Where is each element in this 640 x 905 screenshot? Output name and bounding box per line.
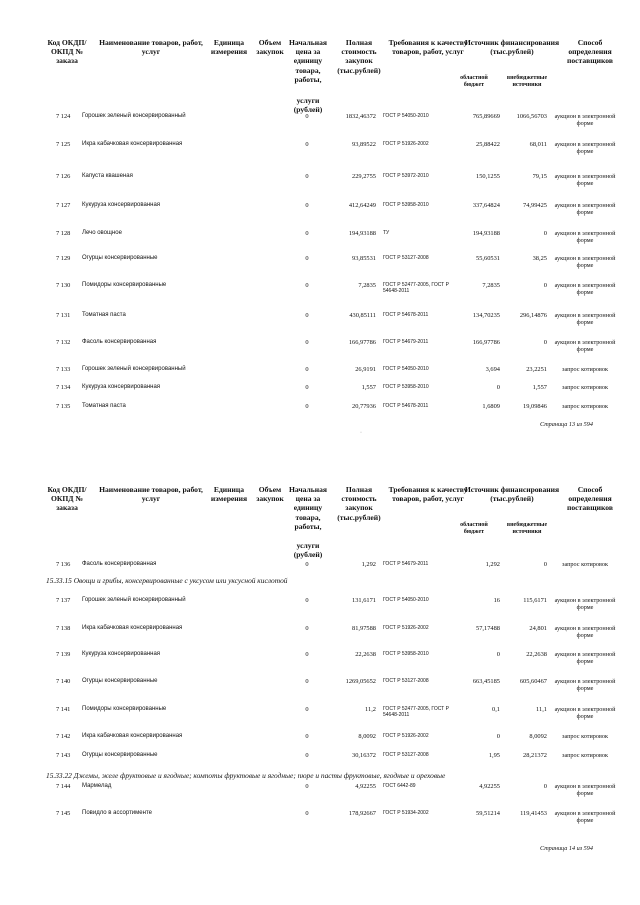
header-source-regional: областной бюджет [460, 522, 488, 535]
row-source-extra: 1066,56703 [516, 113, 547, 120]
header-name: Наименование товаров, работ, услуг [99, 38, 203, 57]
row-total-cost: 194,93188 [348, 230, 376, 237]
row-source-regional: 7,2835 [482, 282, 500, 289]
row-code: 7 130 [56, 282, 71, 289]
row-init-price: 0 [305, 733, 309, 740]
row-source-regional: 0 [496, 384, 500, 391]
row-name: Икра кабачковая консервированная [82, 733, 183, 739]
row-source-regional: 0 [496, 733, 500, 740]
row-code: 7 126 [56, 173, 71, 180]
header-total-cost: Полная стоимость закупок (тыс.рублей) [337, 38, 381, 75]
row-code: 7 139 [56, 651, 71, 658]
row-requirements: ГОСТ 6442-89 [383, 783, 416, 789]
row-method: аукцион в электронной форме [554, 678, 616, 693]
row-method: запрос котировок [562, 366, 608, 373]
row-code: 7 128 [56, 230, 71, 237]
row-init-price: 0 [305, 312, 309, 319]
row-total-cost: 11,2 [365, 706, 376, 713]
row-method: аукцион в электронной форме [554, 173, 616, 188]
row-source-extra: 296,14876 [519, 312, 547, 319]
row-source-extra: 8,0092 [529, 733, 547, 740]
row-requirements: ГОСТ Р 51926-2002 [383, 625, 429, 631]
row-source-extra: 0 [543, 561, 547, 568]
row-code: 7 145 [56, 810, 71, 817]
row-requirements: ГОСТ Р 52477-2005, ГОСТ Р 54648-2011 [383, 706, 449, 719]
row-source-regional: 25,88422 [476, 141, 500, 148]
row-method: запрос котировок [562, 752, 608, 759]
header-code: Код ОКДП/ ОКПД № заказа [47, 485, 87, 513]
row-code: 7 141 [56, 706, 71, 713]
row-total-cost: 131,6171 [352, 597, 376, 604]
row-source-regional: 166,97786 [472, 339, 500, 346]
row-code: 7 136 [56, 561, 71, 568]
row-init-price: 0 [305, 678, 309, 685]
row-source-extra: 28,21372 [523, 752, 547, 759]
row-name: Кукуруза консервированная [82, 651, 161, 657]
row-method: запрос котировок [562, 561, 608, 568]
header-requirements: Требования к качеству товаров, работ, услуг [388, 38, 468, 57]
row-source-extra: 1,557 [532, 384, 547, 391]
row-name: Фасоль консервированная [82, 339, 157, 345]
row-name: Огурцы консервированные [82, 752, 158, 758]
row-source-regional: 194,93188 [472, 230, 500, 237]
row-name: Капуста квашеная [82, 173, 133, 179]
row-name: Кукуруза консервированная [82, 384, 161, 390]
row-source-regional: 1,6809 [482, 403, 500, 410]
row-requirements: ГОСТ Р 51926-2002 [383, 733, 429, 739]
page-footer-13: Страница 13 из 594 [540, 421, 593, 428]
header-source-extra: внебюджетные источники [506, 75, 548, 88]
header-source: Источник финансирования (тыс.рублей) [464, 38, 560, 57]
row-code: 7 143 [56, 752, 71, 759]
row-requirements: ГОСТ Р 53127-2008 [383, 678, 429, 684]
row-method: аукцион в электронной форме [554, 282, 616, 297]
row-init-price: 0 [305, 339, 309, 346]
row-code: 7 125 [56, 141, 71, 148]
header-init-price: Начальная цена за единицу товара, работы, [288, 485, 328, 531]
header-volume: Объем закупок [256, 485, 284, 504]
row-method: аукцион в электронной форме [554, 651, 616, 666]
row-source-regional: 0,1 [492, 706, 500, 713]
row-init-price: 0 [305, 625, 309, 632]
row-name: Горошек зеленый консервированный [82, 366, 186, 372]
row-total-cost: 1832,46372 [345, 113, 376, 120]
row-init-price: 0 [305, 202, 309, 209]
row-method: аукцион в электронной форме [554, 625, 616, 640]
row-requirements: ГОСТ Р 53958-2010 [383, 651, 429, 657]
row-method: аукцион в электронной форме [554, 783, 616, 798]
header-source: Источник финансирования (тыс.рублей) [464, 485, 560, 504]
row-name: Лечо овощное [82, 230, 122, 236]
row-name: Горошек зеленый консервированный [82, 597, 186, 603]
row-total-cost: 1,292 [361, 561, 376, 568]
header-name: Наименование товаров, работ, услуг [99, 485, 203, 504]
row-source-extra: 22,2638 [526, 651, 547, 658]
row-init-price: 0 [305, 255, 309, 262]
row-source-extra: 119,41453 [520, 810, 547, 817]
row-code: 7 140 [56, 678, 71, 685]
row-total-cost: 20,77936 [352, 403, 376, 410]
row-total-cost: 430,85111 [349, 312, 376, 319]
row-total-cost: 22,2638 [355, 651, 376, 658]
row-name: Фасоль консервированная [82, 561, 157, 567]
row-method: запрос котировок [562, 733, 608, 740]
header-source-regional: областной бюджет [460, 75, 488, 88]
row-name: Икра кабачковая консервированная [82, 141, 183, 147]
section-heading-15-33-22: 15.33.22 Джемы, желе фруктовые и ягодные; компоты фруктовые и ягодные; пюре и пасты фруктовые, ягодные и ореховые [46, 771, 446, 780]
header-code: Код ОКДП/ ОКПД № заказа [47, 38, 87, 66]
stray-mark: · [360, 430, 362, 436]
row-source-extra: 115,6171 [523, 597, 547, 604]
row-name: Томатная паста [82, 312, 126, 318]
header-unit: Единица измерения [210, 485, 248, 504]
row-requirements: ГОСТ Р 53127-2008 [383, 752, 429, 758]
row-method: запрос котировок [562, 403, 608, 410]
row-source-extra: 0 [543, 339, 547, 346]
row-code: 7 129 [56, 255, 71, 262]
row-init-price: 0 [305, 141, 309, 148]
section-heading-15-33-15: 15.33.15 Овощи и грибы, консервированные с уксусом или уксусной кислотой [46, 576, 288, 585]
header-init-price-services: услуги (рублей) [293, 541, 323, 560]
row-source-extra: 79,15 [532, 173, 547, 180]
row-code: 7 138 [56, 625, 71, 632]
row-source-regional: 765,89669 [472, 113, 500, 120]
row-requirements: ГОСТ Р 51926-2002 [383, 141, 429, 147]
row-source-extra: 24,801 [529, 625, 547, 632]
row-init-price: 0 [305, 230, 309, 237]
row-method: аукцион в электронной форме [554, 810, 616, 825]
row-requirements: ГОСТ Р 54050-2010 [383, 113, 429, 119]
row-name: Огурцы консервированные [82, 678, 158, 684]
row-total-cost: 1,557 [361, 384, 376, 391]
row-source-extra: 23,2251 [526, 366, 547, 373]
row-name: Помидоры консервированные [82, 706, 167, 712]
row-code: 7 142 [56, 733, 71, 740]
row-requirements: ГОСТ Р 54050-2010 [383, 597, 429, 603]
row-code: 7 131 [56, 312, 71, 319]
row-source-extra: 68,011 [529, 141, 547, 148]
row-method: аукцион в электронной форме [554, 706, 616, 721]
row-requirements: ГОСТ Р 53127-2008 [383, 255, 429, 261]
row-code: 7 127 [56, 202, 71, 209]
header-volume: Объем закупок [256, 38, 284, 57]
row-source-extra: 11,1 [536, 706, 547, 713]
row-total-cost: 412,64249 [348, 202, 376, 209]
row-total-cost: 229,2755 [352, 173, 376, 180]
row-init-price: 0 [305, 651, 309, 658]
row-total-cost: 26,9191 [355, 366, 376, 373]
row-name: Повидло в ассортименте [82, 810, 152, 816]
row-requirements: ГОСТ Р 54678-2011 [383, 312, 429, 318]
row-total-cost: 93,85531 [352, 255, 376, 262]
row-method: запрос котировок [562, 384, 608, 391]
row-requirements: ГОСТ Р 53972-2010 [383, 173, 429, 179]
header-init-price-services: услуги (рублей) [293, 96, 323, 115]
row-code: 7 144 [56, 783, 71, 790]
row-source-regional: 3,694 [485, 366, 500, 373]
row-method: аукцион в электронной форме [554, 113, 616, 128]
row-init-price: 0 [305, 113, 309, 120]
header-total-cost: Полная стоимость закупок (тыс.рублей) [337, 485, 381, 522]
row-method: аукцион в электронной форме [554, 230, 616, 245]
row-code: 7 132 [56, 339, 71, 346]
row-source-regional: 16 [493, 597, 500, 604]
row-source-regional: 1,95 [488, 752, 500, 759]
header-unit: Единица измерения [210, 38, 248, 57]
row-init-price: 0 [305, 403, 309, 410]
row-requirements: ГОСТ Р 53958-2010 [383, 384, 429, 390]
row-name: Огурцы консервированные [82, 255, 158, 261]
row-name: Томатная паста [82, 403, 126, 409]
row-source-regional: 55,60531 [476, 255, 500, 262]
row-source-extra: 0 [543, 230, 547, 237]
row-source-regional: 57,17488 [476, 625, 500, 632]
header-source-extra: внебюджетные источники [506, 522, 548, 535]
row-code: 7 137 [56, 597, 71, 604]
row-method: аукцион в электронной форме [554, 255, 616, 270]
row-total-cost: 7,2835 [358, 282, 376, 289]
row-source-regional: 150,1255 [476, 173, 500, 180]
row-source-extra: 0 [543, 783, 547, 790]
row-source-extra: 38,25 [532, 255, 547, 262]
header-init-price: Начальная цена за единицу товара, работы, [288, 38, 328, 84]
row-requirements: ГОСТ Р 54679-2011 [383, 561, 429, 567]
row-method: аукцион в электронной форме [554, 339, 616, 354]
row-requirements: ГОСТ Р 53958-2010 [383, 202, 429, 208]
row-total-cost: 81,97588 [352, 625, 376, 632]
row-init-price: 0 [305, 366, 309, 373]
header-method: Способ определения поставщиков [566, 38, 614, 66]
row-method: аукцион в электронной форме [554, 202, 616, 217]
row-method: аукцион в электронной форме [554, 312, 616, 327]
row-source-regional: 4,92255 [479, 783, 500, 790]
row-init-price: 0 [305, 597, 309, 604]
header-requirements: Требования к качеству товаров, работ, услуг [388, 485, 468, 504]
row-init-price: 0 [305, 752, 309, 759]
row-init-price: 0 [305, 810, 309, 817]
row-code: 7 124 [56, 113, 71, 120]
row-source-extra: 605,60467 [519, 678, 547, 685]
row-requirements: ГОСТ Р 54050-2010 [383, 366, 429, 372]
header-method: Способ определения поставщиков [566, 485, 614, 513]
row-code: 7 135 [56, 403, 71, 410]
row-source-regional: 134,70235 [472, 312, 500, 319]
row-total-cost: 93,89522 [352, 141, 376, 148]
page-footer-14: Страница 14 из 594 [540, 845, 593, 852]
row-init-price: 0 [305, 384, 309, 391]
row-method: аукцион в электронной форме [554, 141, 616, 156]
row-source-regional: 663,45185 [472, 678, 500, 685]
row-init-price: 0 [305, 282, 309, 289]
row-requirements: ГОСТ Р 52477-2005, ГОСТ Р 54648-2011 [383, 282, 449, 295]
row-total-cost: 178,92667 [348, 810, 376, 817]
row-name: Икра кабачковая консервированная [82, 625, 183, 631]
row-init-price: 0 [305, 173, 309, 180]
row-source-extra: 19,09846 [523, 403, 547, 410]
row-requirements: ТУ [383, 230, 390, 236]
row-name: Горошек зеленый консервированный [82, 113, 186, 119]
row-code: 7 133 [56, 366, 71, 373]
row-source-regional: 1,292 [485, 561, 500, 568]
row-requirements: ГОСТ Р 54679-2011 [383, 339, 429, 345]
row-total-cost: 8,0092 [358, 733, 376, 740]
row-code: 7 134 [56, 384, 71, 391]
row-total-cost: 30,16372 [352, 752, 376, 759]
row-total-cost: 4,92255 [355, 783, 376, 790]
row-source-regional: 0 [496, 651, 500, 658]
row-init-price: 0 [305, 706, 309, 713]
row-requirements: ГОСТ Р 54678-2011 [383, 403, 429, 409]
row-source-regional: 59,51214 [476, 810, 500, 817]
row-init-price: 0 [305, 783, 309, 790]
row-name: Помидоры консервированные [82, 282, 167, 288]
row-source-extra: 74,99425 [523, 202, 547, 209]
row-name: Кукуруза консервированная [82, 202, 161, 208]
row-requirements: ГОСТ Р 51934-2002 [383, 810, 429, 816]
row-name: Мармелад [82, 783, 112, 789]
row-total-cost: 1269,05652 [345, 678, 376, 685]
row-source-extra: 0 [543, 282, 547, 289]
row-method: аукцион в электронной форме [554, 597, 616, 612]
row-source-regional: 337,64824 [472, 202, 500, 209]
row-init-price: 0 [305, 561, 309, 568]
row-total-cost: 166,97786 [348, 339, 376, 346]
